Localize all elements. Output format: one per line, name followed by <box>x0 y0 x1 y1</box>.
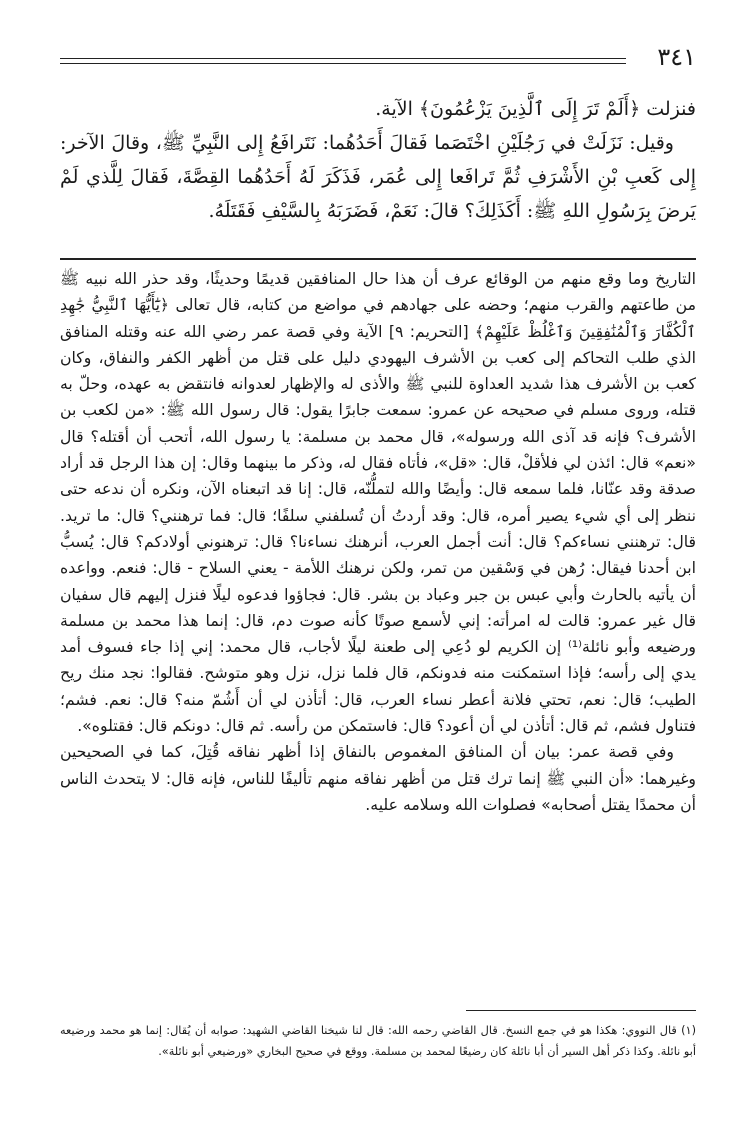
page-number: ٣٤١ <box>657 43 696 71</box>
footnote-divider <box>466 1010 696 1011</box>
footnote-item: (١) قال النووي: هكذا هو في جمع النسخ. قال القاضي رحمه الله: قال لنا شيخنا القاضي الشهيد: صوابه أن يُقال: إنما هو محمد ورضيعه أبو نائلة. وكذا ذكر أهل السير أن أبا نائلة كان رضيعًا لمحمد بن مسلمة. ووقع في صحيح البخاري «ورضيعي أبو نائلة». <box>60 1024 696 1058</box>
main-text-paragraph: فنزلت ﴿أَلَمْ تَرَ إِلَى ٱلَّذِينَ يَزْعُمُونَ﴾ الآية. <box>375 98 696 120</box>
section-divider <box>60 258 696 260</box>
commentary-paragraph: التاريخ وما وقع منهم من الوقائع عرف أن هذا حال المنافقين قديمًا وحديثًا، وقد حذر الله نبيه ﷺ من طاعتهم والقرب منهم؛ وحضه على جهادهم في مواضع من كتابه، قال تعالى ﴿يَٰٓأَيُّهَا ٱلنَّبِيُّ جَٰهِدِ ٱلْكُفَّارَ وَٱلْمُنَٰفِقِينَ وَٱغْلُظْ عَلَيْهِمْ﴾ [التحريم: ٩] الآية وفي قصة عمر رضي الله عنه وقتله المنافق الذي طلب التحاكم إلى كعب بن الأشرف اليهودي دليل على قتل من أظهر الكفر والنفاق، وكان كعب بن الأشرف هذا شديد العداوة للنبي ﷺ والأذى له والإظهار لعدوانه فانتقض به عهده، وحلّ به قتله، وروى مسلم في صحيحه عن عمرو: سمعت جابرًا يقول: قال رسول الله ﷺ: «من لكعب بن الأشرف؟ فإنه قد آذى الله ورسوله»، قال محمد بن مسلمة: يا رسول الله، أتحب أن أقتله؟ قال «نعم» قال: ائذن لي فلأقلْ، قال: «قل»، فأتاه فقال له، وذكر ما بينهما وقال: إن هذا الرجل قد أراد صدقة وقد عنّانا، فلما سمعه قال: وأيضًا والله لتملُّنّه، قال: إنا قد اتبعناه الآن، ونكره أن ندعه حتى ننظر إلى أي شيء يصير أمره، قال: وقد أردتُ أن تُسلفني سلفًا؛ قال: فما ترهنني؟ قال: ما تريد. قال: ترهنني نساءكم؟ قال: أنت أجمل العرب، أنرهنك نساءنا؟ قال: ترهنوني أولادكم؟ قال: يُسبُّ ابن أحدنا فيقال: رُهن في وَسْقين من تمر، ولكن نرهنك اللأمة - يعني السلاح - قال: فنعم. وواعده أن يأتيه بالحارث وأبي عبس بن جبر وعباد بن بشر. قال: فجاؤوا فدعوه ليلًا فنزل إليهم قال سفيان قال غير عمرو: قالت له امرأته: إني لأسمع صوتًا كأنه صوت دم، قال: إنما هذا محمد بن مسلمة ورضيعه وأبو نائلة⁽¹⁾ إن الكريم لو دُعِي إلى طعنة ليلًا لأجاب، قال محمد: إني إذا جاء فسوف أمد يدي إلى رأسه؛ فإذا استمكنت منه فدونكم، قال فلما نزل، نزل وهو متوشح. فقالوا: نجد منك ريح الطيب؛ قال: نعم، تحتي فلانة أعطر نساء العرب، قال: أتأذن لي أن أَشُمّ منه؟ قال: نعم. فشم؛ فتناول فشم، ثم قال: أتأذن لي أن أعود؟ قال: فاستمكن من رأسه. ثم قال: دونكم قال: فقتلوه». <box>60 269 696 736</box>
page-header <box>60 43 696 78</box>
footnotes <box>60 1020 696 1062</box>
header-rule <box>60 58 626 59</box>
header-rule <box>60 63 626 64</box>
commentary-paragraph: وفي قصة عمر: بيان أن المنافق المغموص بالنفاق إذا أظهر نفاقه قُتِلَ، كما في الصحيحين وغيرهما: «أن النبي ﷺ إنما ترك قتل من أظهر نفاقه منهم تأليفًا للناس، فإنه قال: لا يتحدث الناس أن محمدًا يقتل أصحابه» فصلوات الله وسلامه عليه. <box>60 742 696 814</box>
commentary-section <box>60 266 696 818</box>
main-text-paragraph: وقيل: نَزَلَتْ في رَجُلَيْنِ اخْتَصَما فَقالَ أَحَدُهُما: نَتَرافَعُ إِلى النَّبِيِّ ﷺ، وقالَ الآخر: إِلى كَعبِ بْنِ الأَشْرَفِ ثُمَّ تَرافَعا إِلى عُمَر، فَذَكَرَ لَهُ أَحَدُهُما القِصَّةَ، فَقالَ لِلَّذي لَمْ يَرضَ بِرَسُولِ اللهِ ﷺ: أَكَذَلِكَ؟ قالَ: نَعَمْ، فَضَرَبَهُ بِالسَّيْفِ فَقَتَلَهُ. <box>60 132 696 222</box>
main-text-section <box>60 92 696 228</box>
book-page <box>60 0 696 1134</box>
